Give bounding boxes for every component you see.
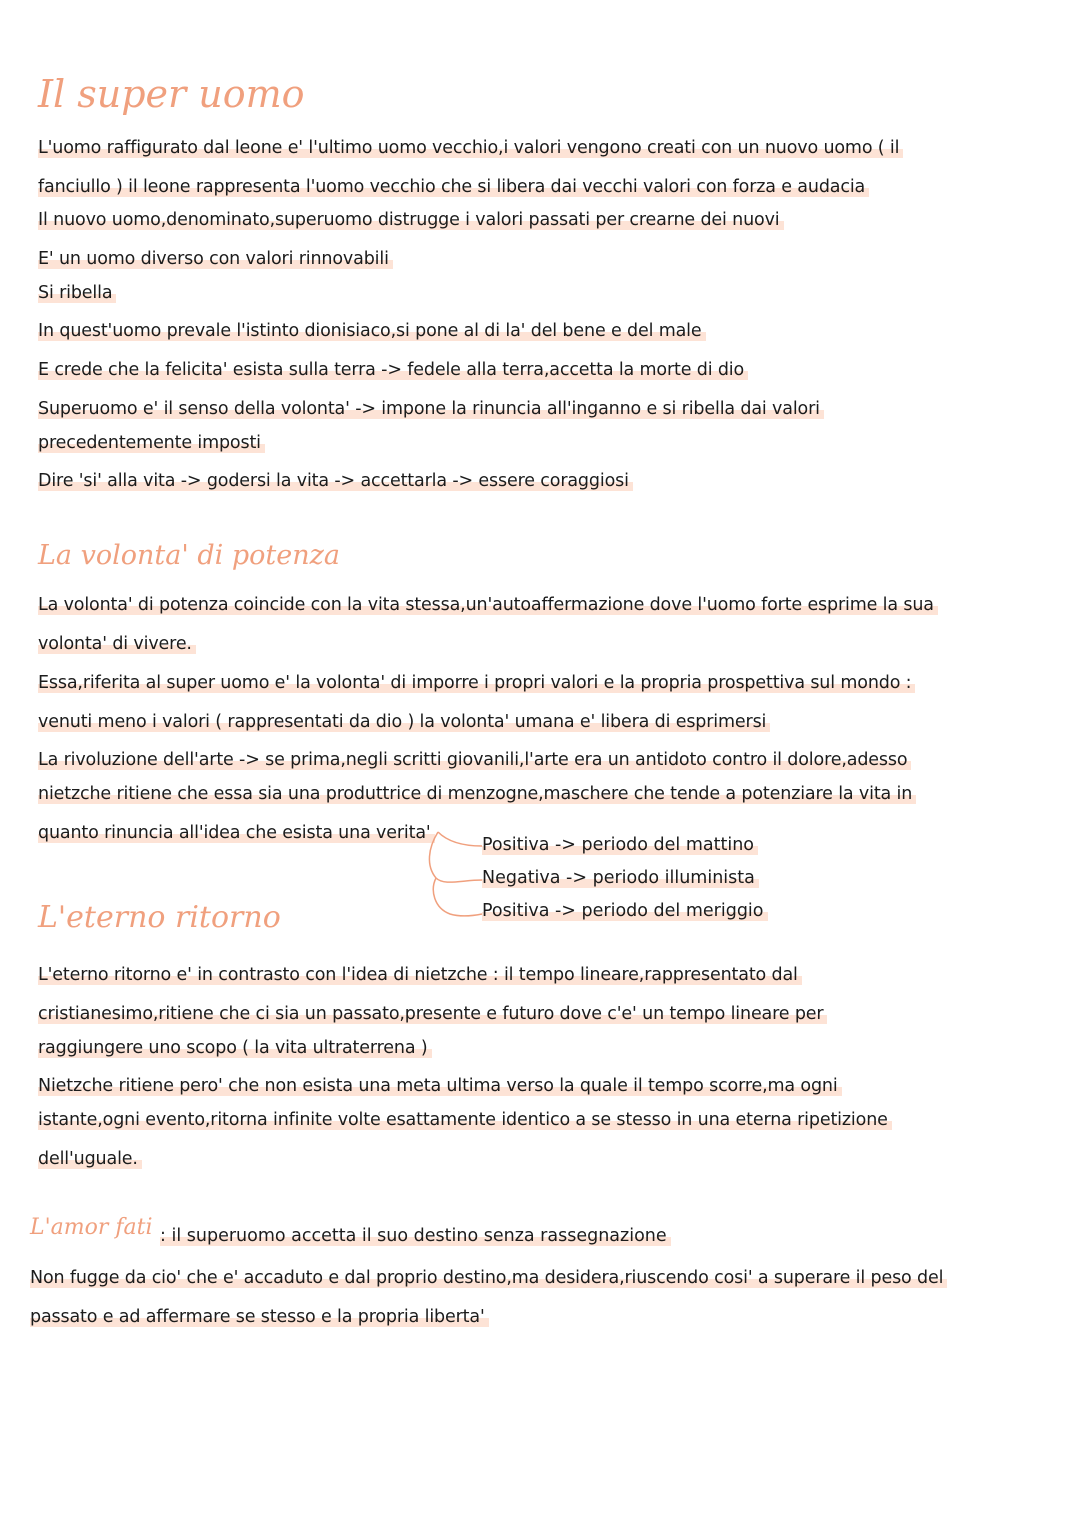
text-line: venuti meno i valori ( rappresentati da dio ) la volonta' umana e' libera di esprimersi	[38, 710, 770, 734]
text-line: Nietzche ritiene pero' che non esista una meta ultima verso la quale il tempo scorre,ma ogni	[38, 1074, 842, 1098]
text-line: raggiungere uno scopo ( la vita ultraterrena )	[38, 1036, 432, 1060]
text-line: nietzche ritiene che essa sia una produttrice di menzogne,maschere che tende a potenziare la vita in	[38, 782, 916, 806]
text-line: Essa,riferita al super uomo e' la volonta' di imporre i propri valori e la propria prospettiva sul mondo :	[38, 671, 915, 695]
text-line: dell'uguale.	[38, 1147, 142, 1171]
text-line: fanciullo ) il leone rappresenta l'uomo vecchio che si libera dai vecchi valori con forza e audacia	[38, 175, 869, 199]
text-line: La volonta' di potenza coincide con la vita stessa,un'autoaffermazione dove l'uomo forte esprime la sua	[38, 593, 938, 617]
text-line: E' un uomo diverso con valori rinnovabili	[38, 247, 393, 271]
text-line: L'uomo raffigurato dal leone e' l'ultimo uomo vecchio,i valori vengono creati con un nuovo uomo ( il	[38, 136, 903, 160]
text-line: precedentemente imposti	[38, 431, 265, 455]
text-line: cristianesimo,ritiene che ci sia un passato,presente e futuro dove c'e' un tempo lineare per	[38, 1002, 827, 1026]
text-line: In quest'uomo prevale l'istinto dionisiaco,si pone al di la' del bene e del male	[38, 319, 706, 343]
text-line: La rivoluzione dell'arte -> se prima,negli scritti giovanili,l'arte era un antidoto contro il dolore,adesso	[38, 748, 911, 772]
text-line: E crede che la felicita' esista sulla terra -> fedele alla terra,accetta la morte di dio	[38, 358, 748, 382]
text-line: Superuomo e' il senso della volonta' -> impone la rinuncia all'inganno e si ribella dai valori	[38, 397, 824, 421]
text-line: quanto rinuncia all'idea che esista una verita'	[38, 821, 435, 845]
section-title-volonta: La volonta' di potenza	[38, 540, 340, 571]
section-title-superuomo: Il super uomo	[38, 72, 305, 116]
text-line: L'eterno ritorno e' in contrasto con l'idea di nietzche : il tempo lineare,rappresentato dal	[38, 963, 802, 987]
branch-item: Positiva -> periodo del mattino	[482, 833, 758, 857]
text-line: passato e ad affermare se stesso e la propria liberta'	[30, 1305, 489, 1329]
text-line: Dire 'si' alla vita -> godersi la vita -> accettarla -> essere coraggiosi	[38, 469, 633, 493]
text-line: volonta' di vivere.	[38, 632, 196, 656]
amorfati-definition: : il superuomo accetta il suo destino senza rassegnazione	[160, 1224, 671, 1248]
text-line: istante,ogni evento,ritorna infinite volte esattamente identico a se stesso in una eterna ripetizione	[38, 1108, 892, 1132]
section-title-ritorno: L'eterno ritorno	[38, 900, 281, 935]
text-line: Non fugge da cio' che e' accaduto e dal proprio destino,ma desidera,riuscendo cosi' a superare il peso del	[30, 1266, 947, 1290]
section-title-amorfati: L'amor fati	[30, 1215, 153, 1240]
brace-connector-icon	[426, 828, 486, 923]
text-line: Il nuovo uomo,denominato,superuomo distrugge i valori passati per crearne dei nuovi	[38, 208, 784, 232]
branch-item: Negativa -> periodo illuminista	[482, 866, 759, 890]
branch-item: Positiva -> periodo del meriggio	[482, 899, 768, 923]
text-line: Si ribella	[38, 281, 116, 305]
